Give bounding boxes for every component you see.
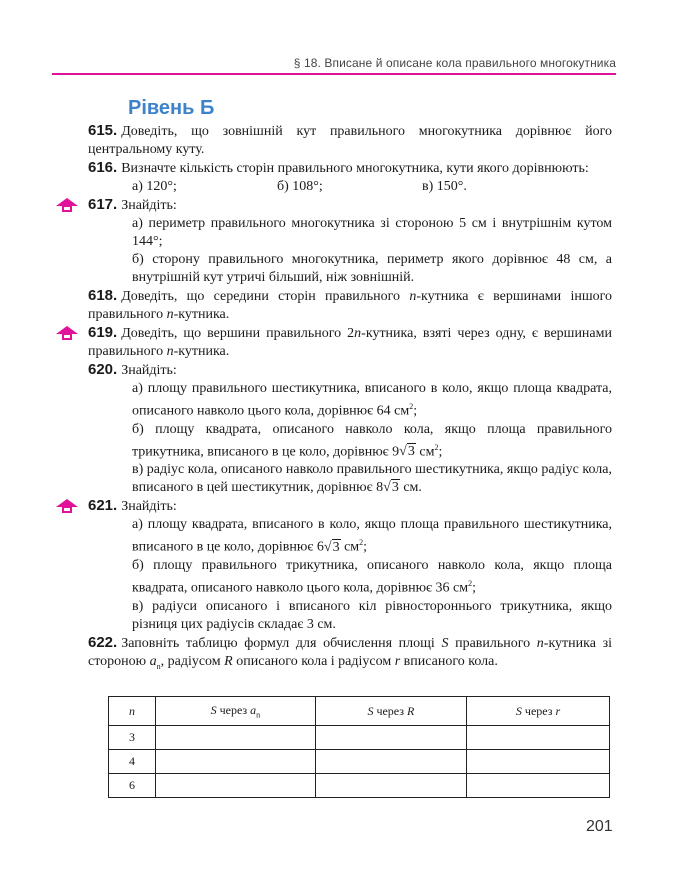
header-s-via-R: S через R <box>315 697 466 726</box>
problem-text: Знайдіть: <box>121 363 177 378</box>
formula-table <box>108 696 610 798</box>
header-rule <box>52 73 616 75</box>
empty-cell[interactable] <box>315 726 466 750</box>
empty-cell[interactable] <box>156 750 316 774</box>
square-root: √3 <box>383 480 399 496</box>
problems-list <box>88 122 612 675</box>
problem-620-b: б) площу квадрата, описаного навколо кола, якщо площа правильного трикутника, вписаного в це коло, дорівнює 9√3 $см^2$; <box>132 421 612 460</box>
problem-615 <box>88 122 612 159</box>
square-root: √3 <box>399 444 415 460</box>
problem-621-c: в) радіуси описаного і вписаного кіл рівностороннього трикутника, якщо різниця цих радіусів складає 3 см. <box>132 598 612 632</box>
problem-text: Знайдіть: <box>121 499 177 515</box>
problem-620-a: а) площу правильного шестикутника, вписаного в коло, якщо площа квадрата, описаного навколо цього кола, дорівнює 64 $см^2$; <box>132 381 612 419</box>
problem-618: 618. Доведіть, що середини сторін правильного n-кутника є вершинами іншого правильного n-кутника. <box>88 287 612 322</box>
problem-number: 620. <box>88 361 118 378</box>
header-n: n <box>109 697 156 726</box>
problem-620-c: в) радіус кола, описаного навколо правильного шестикутника, якщо радіус кола, вписаного в цей шестикутник, дорівнює 8√3 см. <box>132 462 612 496</box>
empty-cell[interactable] <box>156 726 316 750</box>
page-number: 201 <box>586 818 613 835</box>
option-b: б) 108°; <box>277 179 323 194</box>
empty-cell[interactable] <box>315 774 466 798</box>
row-n: 6 <box>109 774 156 798</box>
square-root: √3 <box>323 539 340 555</box>
problem-number: 615. <box>88 122 118 139</box>
difficulty-marker-icon <box>55 498 79 514</box>
empty-cell[interactable] <box>467 750 610 774</box>
problem-number: 622. <box>88 633 118 651</box>
problem-number: 621. <box>88 497 118 515</box>
problem-621-a: а) площу квадрата, вписаного в коло, якщо площа правильного шестикутника, вписаного в це коло, дорівнює 6√3 $см^2$; <box>132 517 612 555</box>
level-title: Рівень Б <box>128 97 215 119</box>
difficulty-marker-icon <box>55 197 79 213</box>
problem-617-a: а) периметр правильного многокутника зі стороною 5 см і внутрішнім кутом 144°; <box>132 216 612 249</box>
problem-619: 619. Доведіть, що вершини правильного 2n-кутника, взяті через одну, є вершинами правильного n-кутника. <box>88 324 612 361</box>
empty-cell[interactable] <box>315 750 466 774</box>
empty-cell[interactable] <box>467 774 610 798</box>
problem-621 <box>88 497 612 516</box>
problem-number: 619. <box>88 324 118 341</box>
problem-620 <box>88 361 612 380</box>
problem-text: Доведіть, що зовнішній кут правильного многокутника дорівнює його центральному куту. <box>88 124 612 157</box>
problem-number: 617. <box>88 196 118 213</box>
option-c: в) 150°. <box>422 179 467 194</box>
option-a: а) 120°; <box>132 179 177 194</box>
problem-617-b: б) сторону правильного многокутника, периметр якого дорівнює 48 см, а внутрішній кут утричі більший, ніж зовнішній. <box>132 252 612 285</box>
empty-cell[interactable] <box>467 726 610 750</box>
table-row <box>109 774 610 798</box>
problem-text: Визначте кількість сторін правильного многокутника, кути якого дорівнюють: <box>121 161 589 176</box>
header-s-via-r: S через r <box>467 697 610 726</box>
row-n: 4 <box>109 750 156 774</box>
header-s-via-an: S через $a_n$ <box>156 697 316 726</box>
problem-622: 622. Заповніть таблицю формул для обчислення площі S правильного n-кутника зі стороною $a_n$, радіусом R описаного кола і радіусом r вписаного кола. <box>88 633 612 671</box>
running-header: § 18. Вписане й описане кола правильного многокутника <box>293 56 616 70</box>
problem-number: 618. <box>88 287 118 304</box>
problem-621-b: б) площу правильного трикутника, описаного навколо кола, якщо площа квадрата, описаного навколо цього кола, дорівнює 36 $см^2$; <box>132 557 612 596</box>
problem-616-options <box>88 178 612 196</box>
difficulty-marker-icon <box>55 325 79 341</box>
table-row <box>109 750 610 774</box>
row-n: 3 <box>109 726 156 750</box>
problem-number: 616. <box>88 159 118 176</box>
problem-617 <box>88 196 612 215</box>
table-row <box>109 726 610 750</box>
empty-cell[interactable] <box>156 774 316 798</box>
problem-616 <box>88 159 612 178</box>
table-header-row <box>109 697 610 726</box>
problem-text: Знайдіть: <box>121 198 177 213</box>
